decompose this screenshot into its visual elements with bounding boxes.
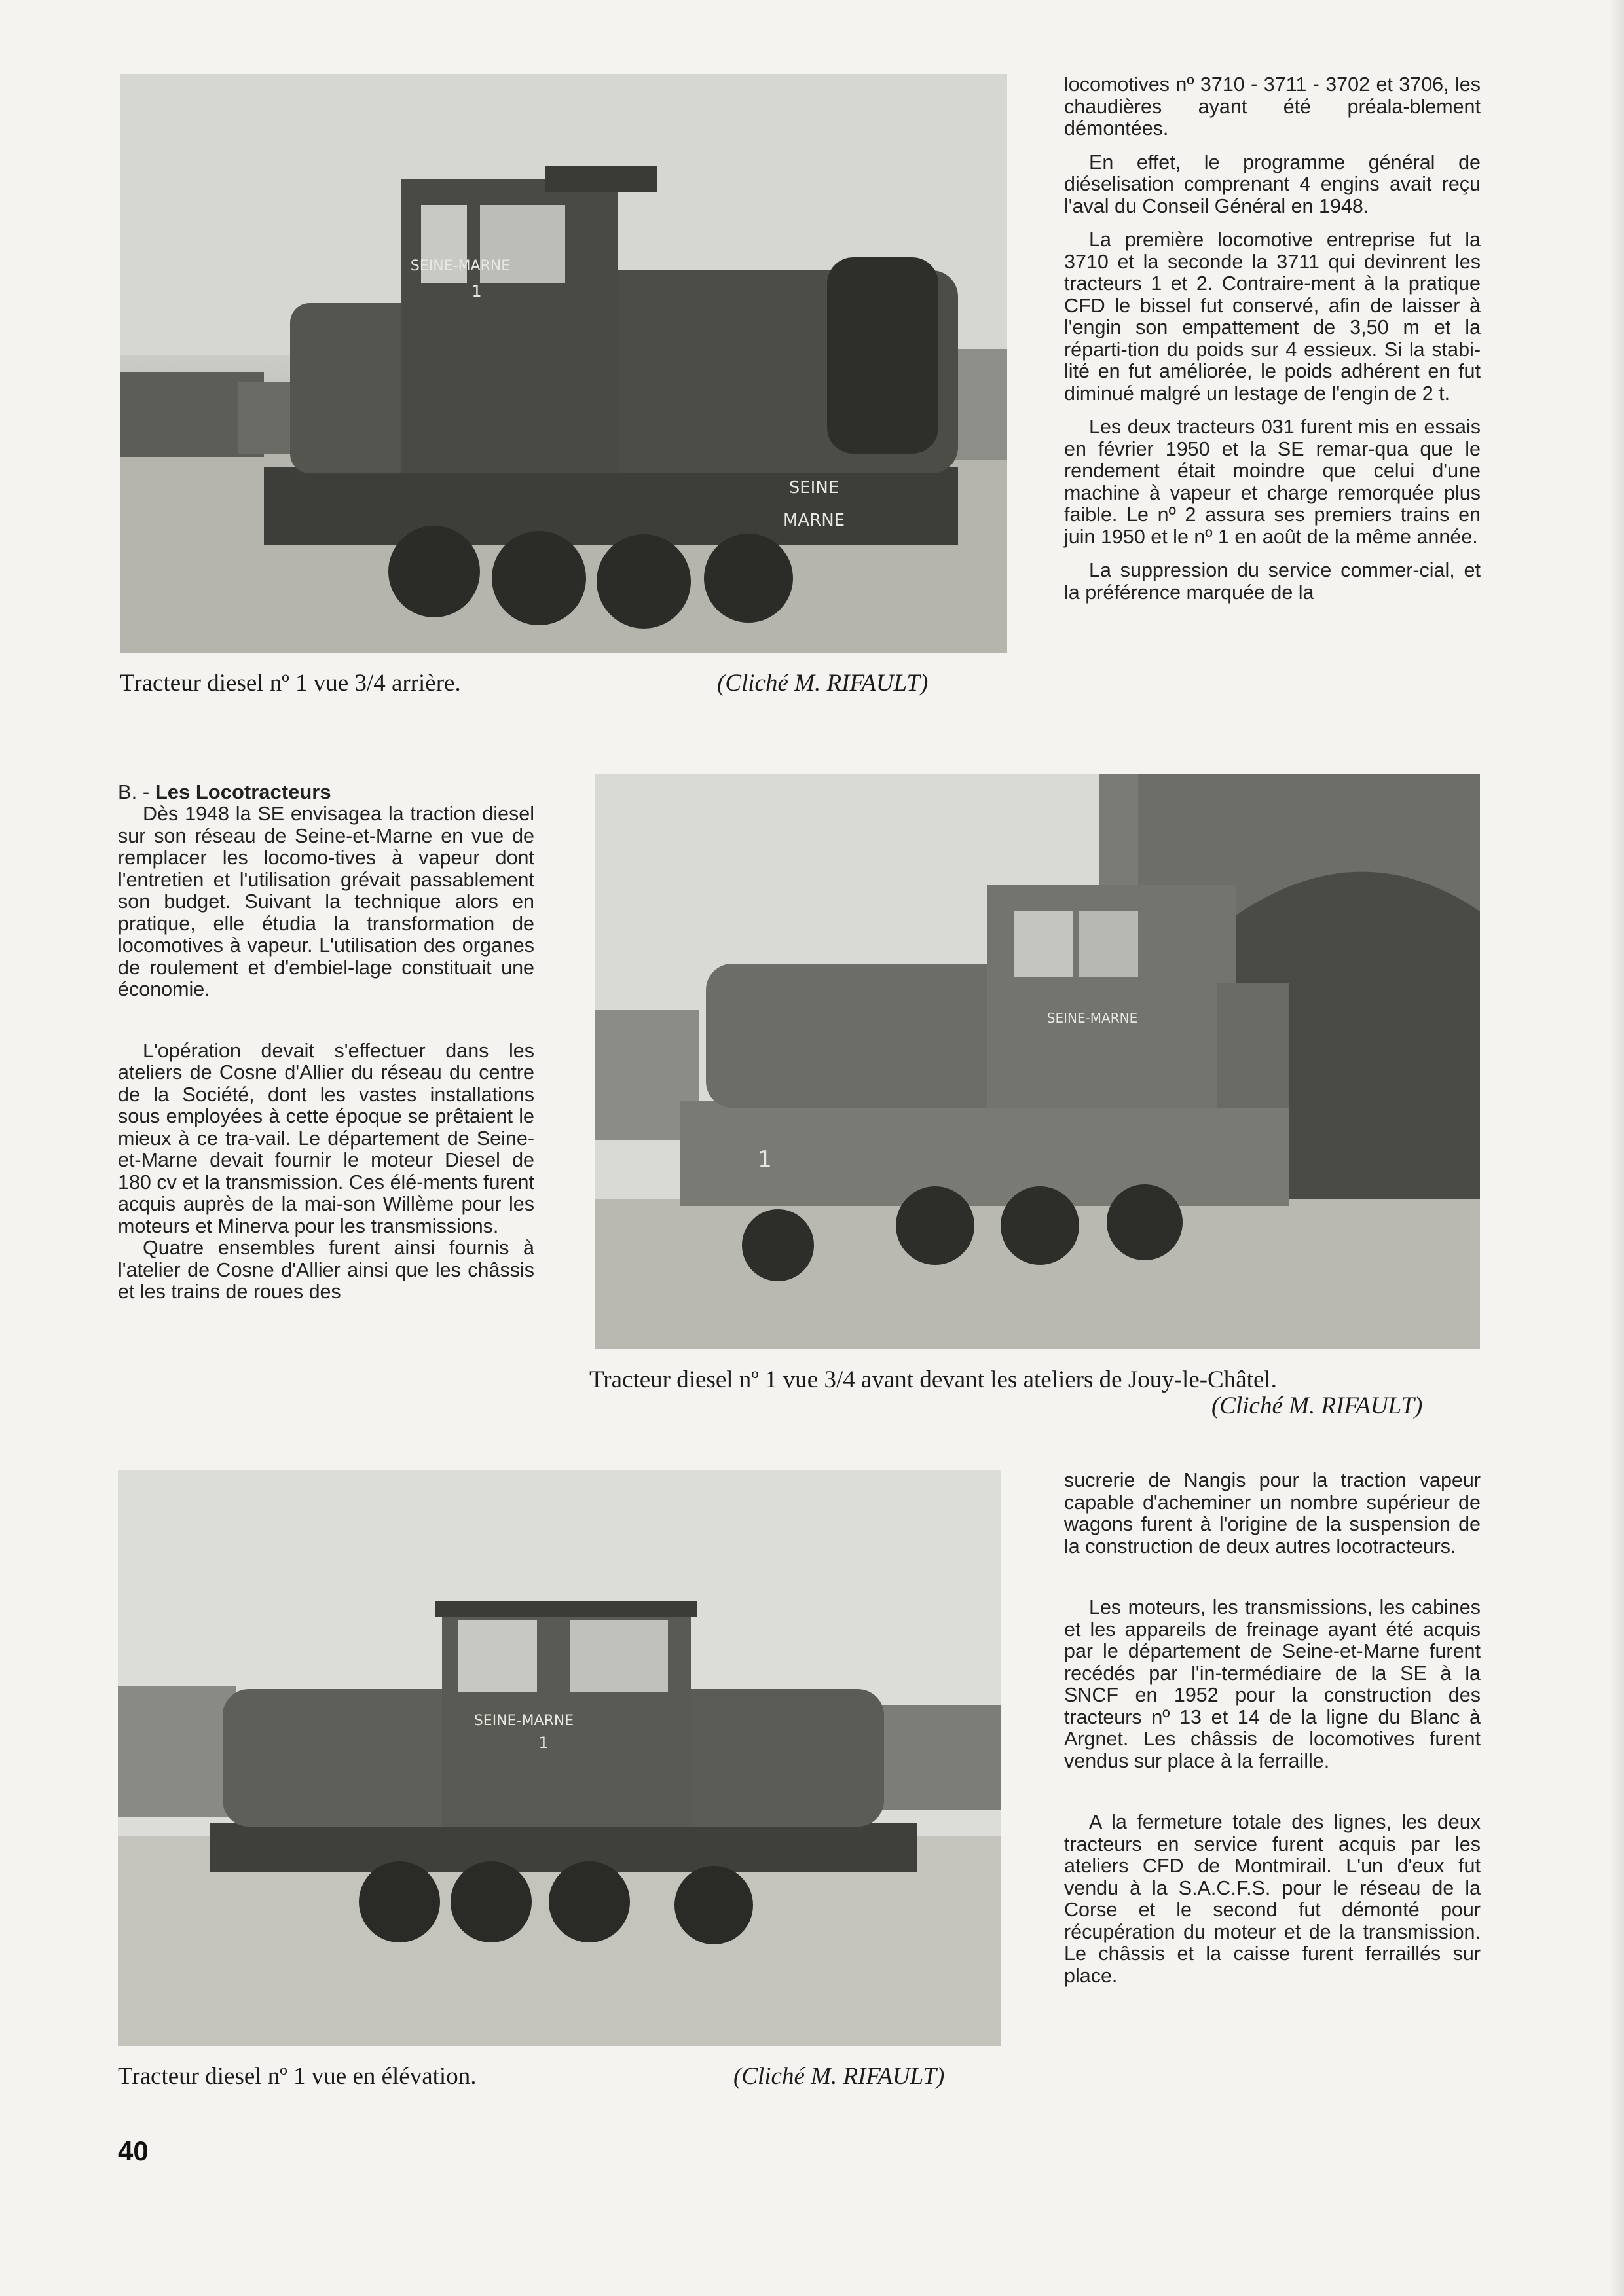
paragraph: La suppression du service commer-cial, et la préférence marquée de la: [1064, 559, 1481, 604]
locomotive-front-illustration: [595, 774, 1480, 1349]
photo-2-credit: (Cliché M. RIFAULT): [1211, 1393, 1423, 1419]
paragraph: Les moteurs, les transmissions, les cabines et les appareils de freinage ayant été acquis par le département de Seine-et-Marne furent recédés par l'in-termédiaire de la SE à la SNCF en 1952 pour la construction des tracteurs nº 13 et 14 de la ligne du Blanc à Argnet. Les châssis de locomotives furent vendus sur place à la ferraille.: [1064, 1596, 1481, 1772]
locomotive-marking: SEINE-MARNE: [473, 1713, 574, 1729]
paragraph: sucrerie de Nangis pour la traction vapeur capable d'acheminer un nombre supérieur de wagons furent à l'origine de la suspension de la construction de deux autres locotracteurs.: [1064, 1469, 1481, 1558]
paragraph: En effet, le programme général de diéselisation comprenant 4 engins avait reçu l'aval du Conseil Général en 1948.: [1064, 151, 1481, 217]
paragraph: A la fermeture totale des lignes, les deux tracteurs en service furent acquis par les ateliers CFD de Montmirail. L'un d'eux fut vendu à la S.A.C.F.S. pour le réseau de la Corse et le second fut démonté pour récupération du moteur et de la transmission. Le châssis et la caisse furent ferraillés sur place.: [1064, 1811, 1481, 1987]
photo-elevation: [118, 1470, 1001, 2046]
paragraph: locomotives nº 3710 - 3711 - 3702 et 3706, les chaudières ayant été préala-blement démontées.: [1064, 73, 1481, 139]
locomotive-marking: SEINE-MARNE: [410, 258, 511, 274]
photo-3-credit: (Cliché M. RIFAULT): [733, 2063, 945, 2090]
bottom-right-column: [1064, 1470, 1481, 1987]
paragraph: Dès 1948 la SE envisagea la traction diesel sur son réseau de Seine-et-Marne en vue de remplacer les locomo-tives à vapeur dont l'entretien et l'utilisation grévait passablement son budget. Suivant la technique alors en pratique, elle étudia la transformation de locomotives à vapeur. L'utilisation des organes de roulement et d'embiel-lage constituait une économie.: [118, 803, 534, 1000]
photo-1-caption: Tracteur diesel nº 1 vue 3/4 arrière.: [120, 670, 461, 697]
photo-1-credit: (Cliché M. RIFAULT): [717, 670, 929, 697]
locomotive-rear-illustration: [120, 74, 1007, 653]
section-heading: [118, 781, 534, 803]
locomotive-side-illustration: [118, 1470, 1001, 2046]
page-number: 40: [118, 2136, 149, 2166]
locomotive-marking: 1: [471, 282, 482, 301]
locomotive-marking: SEINE-MARNE: [1046, 1010, 1138, 1026]
section-prefix: B. -: [118, 780, 155, 803]
left-column: [118, 781, 534, 1303]
photo-3-caption: Tracteur diesel nº 1 vue en élévation.: [118, 2063, 477, 2090]
photo-2-caption: Tracteur diesel nº 1 vue 3/4 avant devant les ateliers de Jouy-le-Châtel.: [589, 1366, 1277, 1393]
locomotive-marking: 1: [538, 1734, 549, 1752]
paragraph: Les deux tracteurs 031 furent mis en essais en février 1950 et la SE remar-qua que le rendement était moindre que celui d'une machine à vapeur et charge remorquée plus faible. Le nº 2 assura ses premiers trains en juin 1950 et le nº 1 en août de la même année.: [1064, 416, 1481, 548]
page-edge-shadow: [1610, 0, 1624, 2296]
paragraph: La première locomotive entreprise fut la 3710 et la seconde la 3711 qui devinrent les tracteurs 1 et 2. Contraire-ment à la pratique CFD le bissel fut conservé, afin de laisser à l'engin son empattement de 3,50 m et la réparti-tion du poids sur 4 essieux. Si la stabi-lité en fut améliorée, le poids adhérent en fut diminué malgré un lestage de l'engin de 2 t.: [1064, 228, 1481, 405]
paragraph: L'opération devait s'effectuer dans les ateliers de Cosne d'Allier du réseau du centre de la Société, dont les vastes installations sous employées à cette époque se prêtaient le mieux à ce tra-vail. Le département de Seine-et-Marne devait fournir le moteur Diesel de 180 cv et la transmission. Ces élé-ments furent acquis auprès de la mai-son Willème pour les moteurs et Minerva pour les transmissions.: [118, 1039, 534, 1237]
paragraph: Quatre ensembles furent ainsi fournis à l'atelier de Cosne d'Allier ainsi que les châssis et les trains de roues des: [118, 1237, 534, 1303]
locomotive-marking: 1: [758, 1146, 772, 1173]
photo-front-three-quarter: [595, 774, 1480, 1349]
photo-rear-three-quarter: [120, 74, 1007, 653]
top-right-column: [1064, 74, 1481, 604]
locomotive-marking: SEINE: [788, 478, 840, 498]
locomotive-marking: MARNE: [783, 511, 845, 530]
section-title: Les Locotracteurs: [155, 780, 331, 803]
